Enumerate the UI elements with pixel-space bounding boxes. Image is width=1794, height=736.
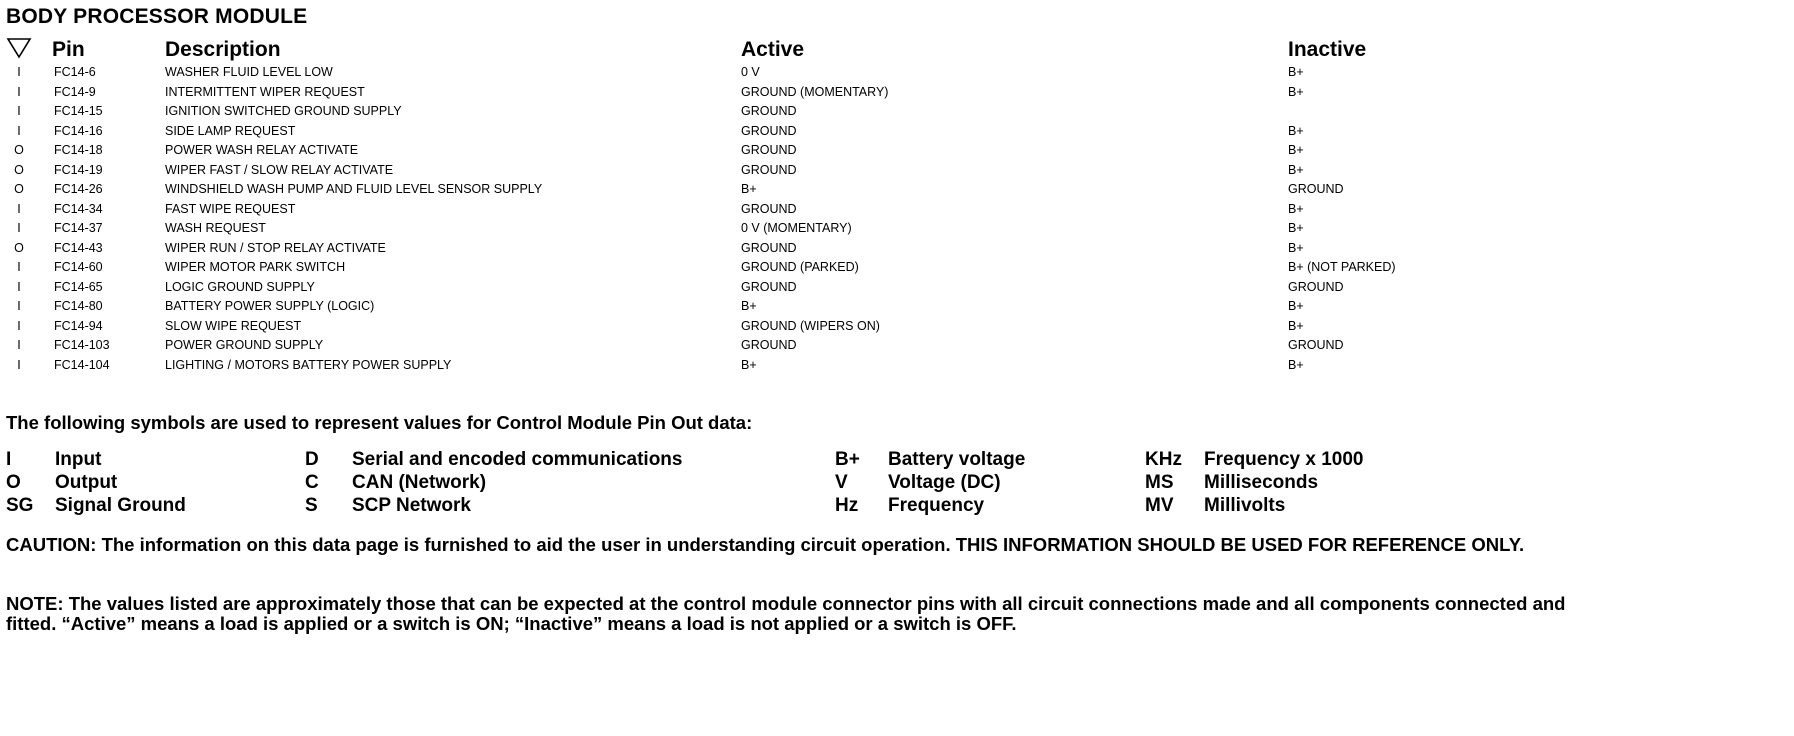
pin-id: FC14-80: [54, 299, 103, 313]
legend-symbol: SG: [6, 495, 34, 516]
legend-meaning: Serial and encoded communications: [352, 449, 683, 470]
note-text: NOTE: The values listed are approximately those that can be expected at the control module connector pins with all circuit connections made and all components connected and fitted. “Active” means a load is applied or a switch is ON; “Inactive” means a load is not applied or a switch is OFF.: [6, 593, 1566, 634]
table-row: [0, 180, 1794, 200]
legend-row: [0, 448, 1794, 471]
active-value: GROUND: [741, 104, 797, 118]
pin-id: FC14-43: [54, 240, 103, 255]
pin-id: FC14-65: [54, 279, 103, 294]
pin-id: FC14-6: [54, 65, 96, 79]
table-row: [0, 141, 1794, 161]
active-value: GROUND (WIPERS ON): [741, 318, 880, 333]
pin-description: WASH REQUEST: [165, 221, 266, 235]
pin-description: BATTERY POWER SUPPLY (LOGIC): [165, 299, 375, 313]
table-row: [0, 63, 1794, 83]
column-header-pin: Pin: [52, 38, 85, 61]
pin-type: I: [17, 279, 21, 294]
legend-meaning: SCP Network: [352, 495, 471, 516]
inactive-value: B+: [1288, 162, 1304, 177]
legend-intro: The following symbols are used to represent values for Control Module Pin Out data:: [6, 412, 753, 433]
legend-symbol: Hz: [835, 495, 859, 516]
legend-symbol: V: [835, 472, 848, 493]
pin-type: I: [17, 357, 21, 372]
legend-meaning: Output: [55, 472, 118, 493]
pin-id: FC14-34: [54, 201, 103, 216]
active-value: GROUND: [741, 240, 797, 255]
active-value: GROUND: [741, 143, 797, 157]
active-value: GROUND: [741, 162, 797, 177]
legend-symbol: S: [305, 495, 318, 516]
pin-type: O: [14, 143, 24, 157]
legend-symbol: I: [6, 449, 12, 470]
column-header-description: Description: [165, 38, 281, 61]
inactive-value: B+: [1288, 201, 1304, 216]
legend-meaning: CAN (Network): [352, 472, 487, 493]
pin-id: FC14-16: [54, 123, 103, 138]
page-title: BODY PROCESSOR MODULE: [6, 5, 308, 28]
pin-type: O: [14, 240, 24, 255]
pin-description: LIGHTING / MOTORS BATTERY POWER SUPPLY: [165, 357, 452, 372]
active-value: B+: [741, 357, 757, 372]
legend-symbol: D: [305, 449, 319, 470]
pin-id: FC14-94: [54, 318, 103, 333]
inactive-value: B+: [1288, 123, 1304, 138]
inactive-value: B+: [1288, 143, 1304, 157]
pin-id: FC14-103: [54, 338, 110, 352]
active-value: B+: [741, 299, 757, 313]
inactive-value: B+ (NOT PARKED): [1288, 260, 1396, 274]
legend-meaning: Signal Ground: [55, 495, 186, 516]
table-row: [0, 83, 1794, 103]
legend-meaning: Frequency x 1000: [1204, 449, 1364, 470]
pin-description: FAST WIPE REQUEST: [165, 201, 296, 216]
pin-description: IGNITION SWITCHED GROUND SUPPLY: [165, 104, 402, 118]
legend-row: [0, 494, 1794, 517]
pin-description: LOGIC GROUND SUPPLY: [165, 279, 315, 294]
triangle-down-icon: [6, 37, 32, 59]
column-header-inactive: Inactive: [1288, 38, 1367, 61]
legend-meaning: Millivolts: [1204, 495, 1286, 516]
pin-description: WIPER FAST / SLOW RELAY ACTIVATE: [165, 162, 394, 177]
pin-description: SLOW WIPE REQUEST: [165, 318, 302, 333]
active-value: 0 V: [741, 65, 760, 79]
pin-type: I: [17, 84, 21, 99]
legend-row: [0, 471, 1794, 494]
pin-id: FC14-18: [54, 143, 103, 157]
table-row: [0, 219, 1794, 239]
pin-id: FC14-37: [54, 221, 103, 235]
legend-symbol: MS: [1145, 472, 1174, 493]
inactive-value: GROUND: [1288, 338, 1344, 352]
active-value: GROUND: [741, 201, 797, 216]
caution-text: CAUTION: The information on this data page is furnished to aid the user in understanding circuit operation. THIS INFORMATION SHOULD BE USED FOR REFERENCE ONLY.: [6, 534, 1525, 555]
pin-type: I: [17, 104, 21, 118]
active-value: GROUND (MOMENTARY): [741, 84, 889, 99]
pin-type: I: [17, 338, 21, 352]
inactive-value: GROUND: [1288, 279, 1344, 294]
pin-id: FC14-15: [54, 104, 103, 118]
table-row: [0, 200, 1794, 220]
pin-type: I: [17, 221, 21, 235]
pin-description: WINDSHIELD WASH PUMP AND FLUID LEVEL SENSOR SUPPLY: [165, 182, 543, 196]
inactive-value: B+: [1288, 299, 1304, 313]
pin-type: I: [17, 65, 21, 79]
inactive-value: B+: [1288, 240, 1304, 255]
pinout-table: [0, 63, 1794, 375]
legend-meaning: Battery voltage: [888, 449, 1026, 470]
table-row: [0, 161, 1794, 181]
pin-type: I: [17, 260, 21, 274]
pin-id: FC14-104: [54, 357, 110, 372]
legend-meaning: Input: [55, 449, 102, 470]
pin-type: I: [17, 318, 21, 333]
table-row: [0, 258, 1794, 278]
active-value: 0 V (MOMENTARY): [741, 221, 852, 235]
inactive-value: B+: [1288, 65, 1304, 79]
legend-symbol: B+: [835, 449, 860, 470]
active-value: GROUND (PARKED): [741, 260, 859, 274]
pin-id: FC14-19: [54, 162, 103, 177]
active-value: B+: [741, 182, 757, 196]
table-row: [0, 278, 1794, 298]
pin-id: FC14-26: [54, 182, 103, 196]
pin-description: POWER GROUND SUPPLY: [165, 338, 324, 352]
pin-description: WIPER MOTOR PARK SWITCH: [165, 260, 346, 274]
active-value: GROUND: [741, 338, 797, 352]
pin-description: INTERMITTENT WIPER REQUEST: [165, 84, 365, 99]
table-row: [0, 102, 1794, 122]
active-value: GROUND: [741, 123, 797, 138]
inactive-value: GROUND: [1288, 182, 1344, 196]
legend-meaning: Milliseconds: [1204, 472, 1319, 493]
legend-symbol: O: [6, 472, 21, 493]
legend-meaning: Voltage (DC): [888, 472, 1001, 493]
inactive-value: B+: [1288, 357, 1304, 372]
table-row: [0, 356, 1794, 376]
legend-meaning: Frequency: [888, 495, 985, 516]
pin-description: SIDE LAMP REQUEST: [165, 123, 296, 138]
table-row: [0, 122, 1794, 142]
inactive-value: B+: [1288, 318, 1304, 333]
active-value: GROUND: [741, 279, 797, 294]
table-row: [0, 317, 1794, 337]
table-row: [0, 239, 1794, 259]
pin-description: WASHER FLUID LEVEL LOW: [165, 65, 333, 79]
table-row: [0, 297, 1794, 317]
pin-type: I: [17, 299, 21, 313]
table-row: [0, 336, 1794, 356]
pin-description: WIPER RUN / STOP RELAY ACTIVATE: [165, 240, 386, 255]
pin-type: O: [14, 182, 24, 196]
legend-symbol: C: [305, 472, 319, 493]
symbol-legend: [0, 448, 1794, 517]
legend-symbol: KHz: [1145, 449, 1182, 470]
pin-type: I: [17, 123, 21, 138]
pin-id: FC14-9: [54, 84, 96, 99]
legend-symbol: MV: [1145, 495, 1174, 516]
pin-type: O: [14, 162, 24, 177]
column-header-active: Active: [741, 38, 805, 61]
pin-description: POWER WASH RELAY ACTIVATE: [165, 143, 359, 157]
inactive-value: B+: [1288, 221, 1304, 235]
pin-type: I: [17, 201, 21, 216]
inactive-value: B+: [1288, 84, 1304, 99]
pin-id: FC14-60: [54, 260, 103, 274]
